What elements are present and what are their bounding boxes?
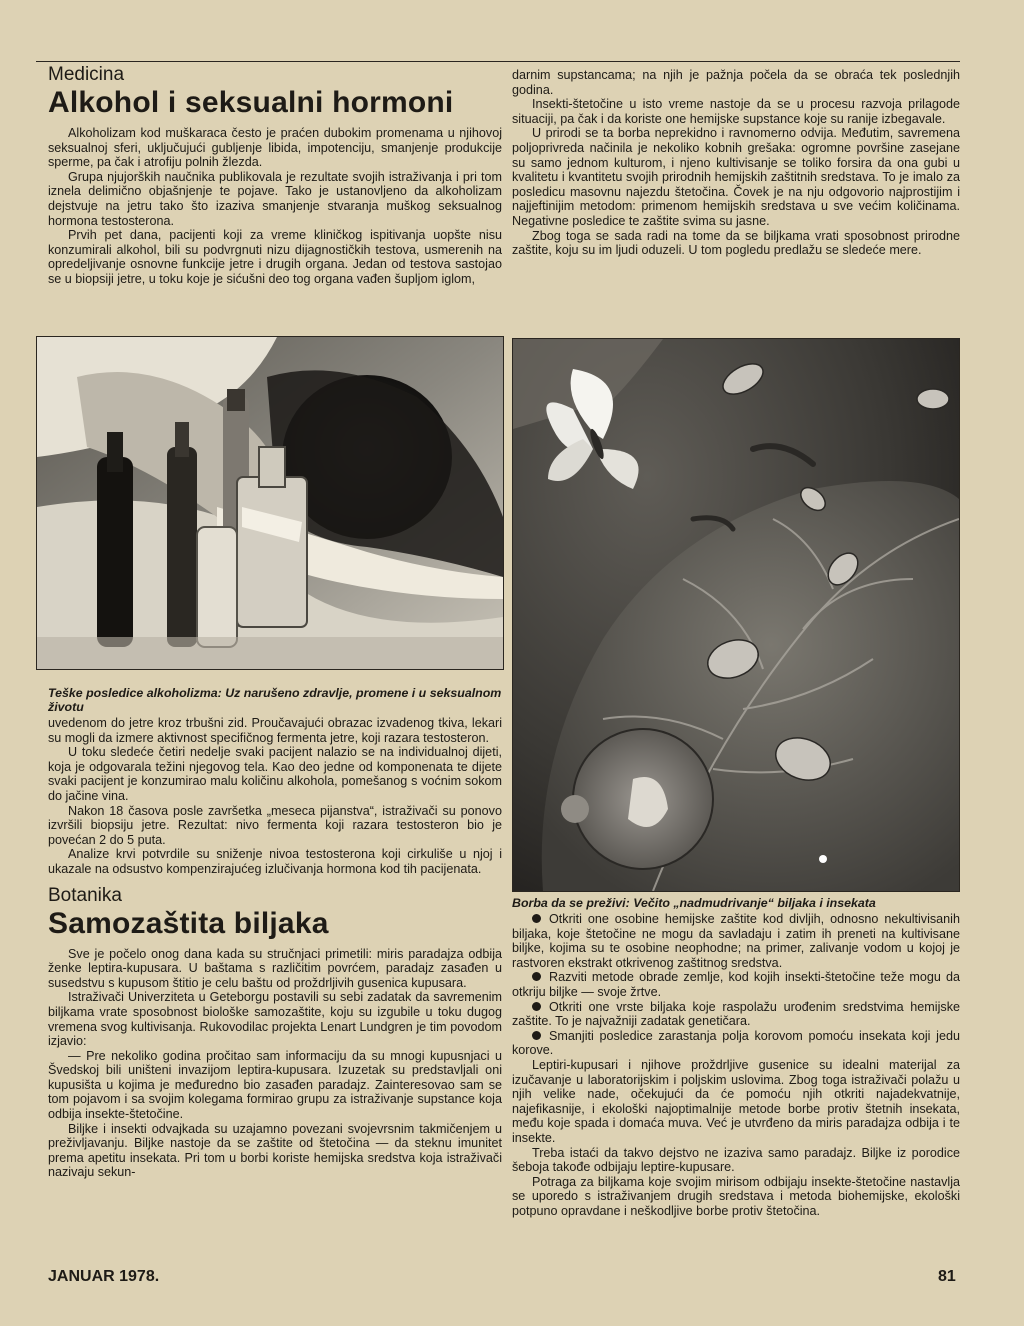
paragraph: Biljke i insekti odvajkada su uzajamno povezani svojevrsnim takmičenjem u preživljavanju. Biljke nastoje da se zaštite od štetočina — da steknu imunitet prema apetitu insekata. Pri tom u borbi koriste hemijska sredstva koja istraživači nazivaju sekun- — [48, 1121, 502, 1180]
paragraph: Prvih pet dana, pacijenti koji za vreme kliničkog ispitivanja uopšte nisu konzumirali alkohol, bili su podvrgnuti nizu dijagnostičkih testova, usmerenih na opredeljivanje osnovne funkcije jetre i drugih organa. Jedan od testova sastojao se u biopsiji jetre, u toku koje je sićušni deo tog organa vađen šupljom iglom, — [48, 228, 502, 286]
paragraph: Alkoholizam kod muškaraca često je praćen dubokim promenama u njihovoj seksualnoj sferi, uključujući gubljenje libida, impotenciju, smanjenje produkcije sperme, pa čak i atrofiju polnih žlezda. — [48, 126, 502, 170]
paragraph: Treba istaći da takvo dejstvo ne izaziva samo paradajz. Biljke iz porodice šeboja takođe odbijaju leptire-kupusare. — [512, 1145, 960, 1175]
paragraph: Analize krvi potvrdile su sniženje nivoa testosterona koji cirkuliše u njoj i ukazale na odsustvo kompenzirajućeg izlučivanja hormona kod tih pacijenata. — [48, 847, 502, 876]
bullet-icon — [532, 972, 541, 981]
bullet-icon — [532, 1002, 541, 1011]
footer-date: JANUAR 1978. — [48, 1268, 160, 1285]
photo-plants-insects — [512, 338, 960, 892]
paragraph: Grupa njujorških naučnika publikovala je rezultate svojih istraživanja i pri tom iznela delimično objašnjenje te pojave. Tako je ustanovljeno da alkoholizam dejstvuje na jetru tako što izaziva smanjenje stvaranja muškog seksualnog hormona testosterona. — [48, 169, 502, 228]
photo-alcoholism-image — [37, 337, 503, 669]
section-label-botanika: Botanika — [48, 884, 122, 906]
paragraph: Istraživači Univerziteta u Geteborgu postavili su sebi zadatak da savremenim biljkama vrate sposobnost biološke samozaštite, koju su izgubile u toku dugog vremena svog kultivisanja. Rukovodilac projekta Lenart Lundgren je tim povodom izjavio: — [48, 990, 502, 1049]
photo-plants-insects-image — [513, 339, 959, 891]
bullet-item: Smanjiti posledice zarastanja polja korovom pomoću insekata koji jedu korove. — [512, 1028, 960, 1058]
bullet-icon — [532, 1031, 541, 1040]
bullet-item: Razviti metode obrade zemlje, kod kojih insekti-štetočine teže mogu da otkriju biljke — svoje žrtve. — [512, 970, 960, 999]
paragraph: Zbog toga se sada radi na tome da se biljkama vrati sposobnost prirodne zaštite, koju su im ljudi oduzeli. U tom pogledu predlažu se sledeće mere. — [512, 228, 960, 258]
paragraph: uvedenom do jetre kroz trbušni zid. Proučavajući obrazac izvadenog tkiva, lekari su mogli da izmere aktivnost specifičnog fermenta jetre, koji razara testosteron. — [48, 716, 502, 745]
footer-page-number: 81 — [938, 1268, 956, 1285]
paragraph: Insekti-štetočine u isto vreme nastoje da se u procesu razvoja prilagode situaciji, pa čak i da koriste one hemijske supstance koje su ranije izbegavale. — [512, 97, 960, 126]
paragraph: U toku sledeće četiri nedelje svaki pacijent nalazio se na individualnoj dijeti, koja je odgovarala težini njegovog tela. Kao deo jedne od komponenata te dijete svaki pacijent je konzumirao malu količinu alkohola, pomešanog s voćnim sokom do jačine vina. — [48, 745, 502, 803]
article-alcohol-col1 — [48, 64, 502, 287]
headline-alcohol: Alkohol i seksualni hormoni — [48, 86, 454, 119]
article-plants-col2-bottom — [512, 896, 960, 1218]
photo-caption-alcohol: Teške posledice alkoholizma: Uz narušeno zdravlje, promene i u seksualnom životu — [48, 686, 502, 714]
article-plants-col2-top — [512, 68, 960, 258]
paragraph: Potraga za biljkama koje svojim mirisom odbijaju insekte-štetočine nastavlja se uporedo s istraživanjem drugih sredstava i metoda biohemijske, ekološki potpuno opravdane i neškodljive borbe protiv štetočina. — [512, 1174, 960, 1218]
paragraph: Nakon 18 časova posle završetka „meseca pijanstva“, istraživači su ponovo izvršili biopsiju jetre. Rezultat: nivo fermenta koji razara testosteron bio je povećan 2 do 5 puta. — [48, 803, 502, 847]
paragraph: — Pre nekoliko godina pročitao sam informaciju da su mnogi kupusnjaci u Švedskoj bili uništeni invazijom leptira-kupusara. Izuzetak su predstavljali oni kupusišta u kojima je međuredno bio zasađen paradajz. Zainteresovao sam se tom pojavom i sa svojim kolegama formirao grupu za istraživanje supstance koja odbija insekte-štetočine. — [48, 1048, 502, 1122]
headline-plants: Samozaštita biljaka — [48, 906, 329, 940]
paragraph: Sve je počelo onog dana kada su stručnjaci primetili: miris paradajza odbija ženke leptira-kupusara. U baštama s različitim povrćem, paradajz zasađen u susedstvu s kupusom štitio je celu baštu od proždrljivih gusenica kupusara. — [48, 946, 502, 990]
paragraph: U prirodi se ta borba neprekidno i ravnomerno odvija. Međutim, savremena poljoprivreda načinila je nekoliko kobnih grešaka: ogromne površine zasejane su samo jednom kulturom, i njeno kultivisanje se toliko forsira da ona gubi u kvalitetu i kvantitetu svojih prirodnih hemijskih zaštitnih sredstava. To je imalo za posledicu masovnu najezdu štetočina. Čovek je na nju odgovorio najprostijim i najjeftinijim metodom: primenom hemijskih sredstava u sve većim količinama. Negativne posledice te zaštite svima su jasne. — [512, 126, 960, 228]
photo-caption-plants: Borba da se preživi: Večito „nadmudrivanje“ biljaka i insekata — [512, 896, 876, 910]
top-rule — [36, 61, 960, 62]
bullet-item: Otkriti one osobine hemijske zaštite kod divljih, odnosno nekultivisanih biljaka, koje štetočine ne mogu da savladaju i zatim ih preneti na kultivisane biljke, kojima su te osobine neophodne; na primer, zalivanje vodom u kojoj je rastvoren ekstrakt otkrivenog zaštitnog sredstva. — [512, 912, 960, 970]
section-label-medicina: Medicina — [48, 64, 125, 85]
paragraph: darnim supstancama; na njih je pažnja počela da se obraća tek poslednjih godina. — [512, 68, 960, 97]
article-alcohol-col1-cont — [48, 686, 502, 1180]
photo-alcoholism — [36, 336, 504, 670]
bullet-icon — [532, 914, 541, 923]
paragraph: Leptiri-kupusari i njihove proždrljive gusenice su idealni materijal za izučavanje u laboratorijskim i poljskim uslovima. Zbog toga istraživači polažu u njih velike nade, očekujući da će pomoću njih otkriti najadekvatnije, najefikasnije, i ekološki najoptimalnije metode borbe protiv štetnih insekata, među koje spada i domaća muva. Već je utvrđeno da miris paradajza odbija i te insekte. — [512, 1057, 960, 1145]
bullet-item: Otkriti one vrste biljaka koje raspolažu urođenim sredstvima hemijske zaštite. To je najvažniji zadatak genetičara. — [512, 999, 960, 1029]
